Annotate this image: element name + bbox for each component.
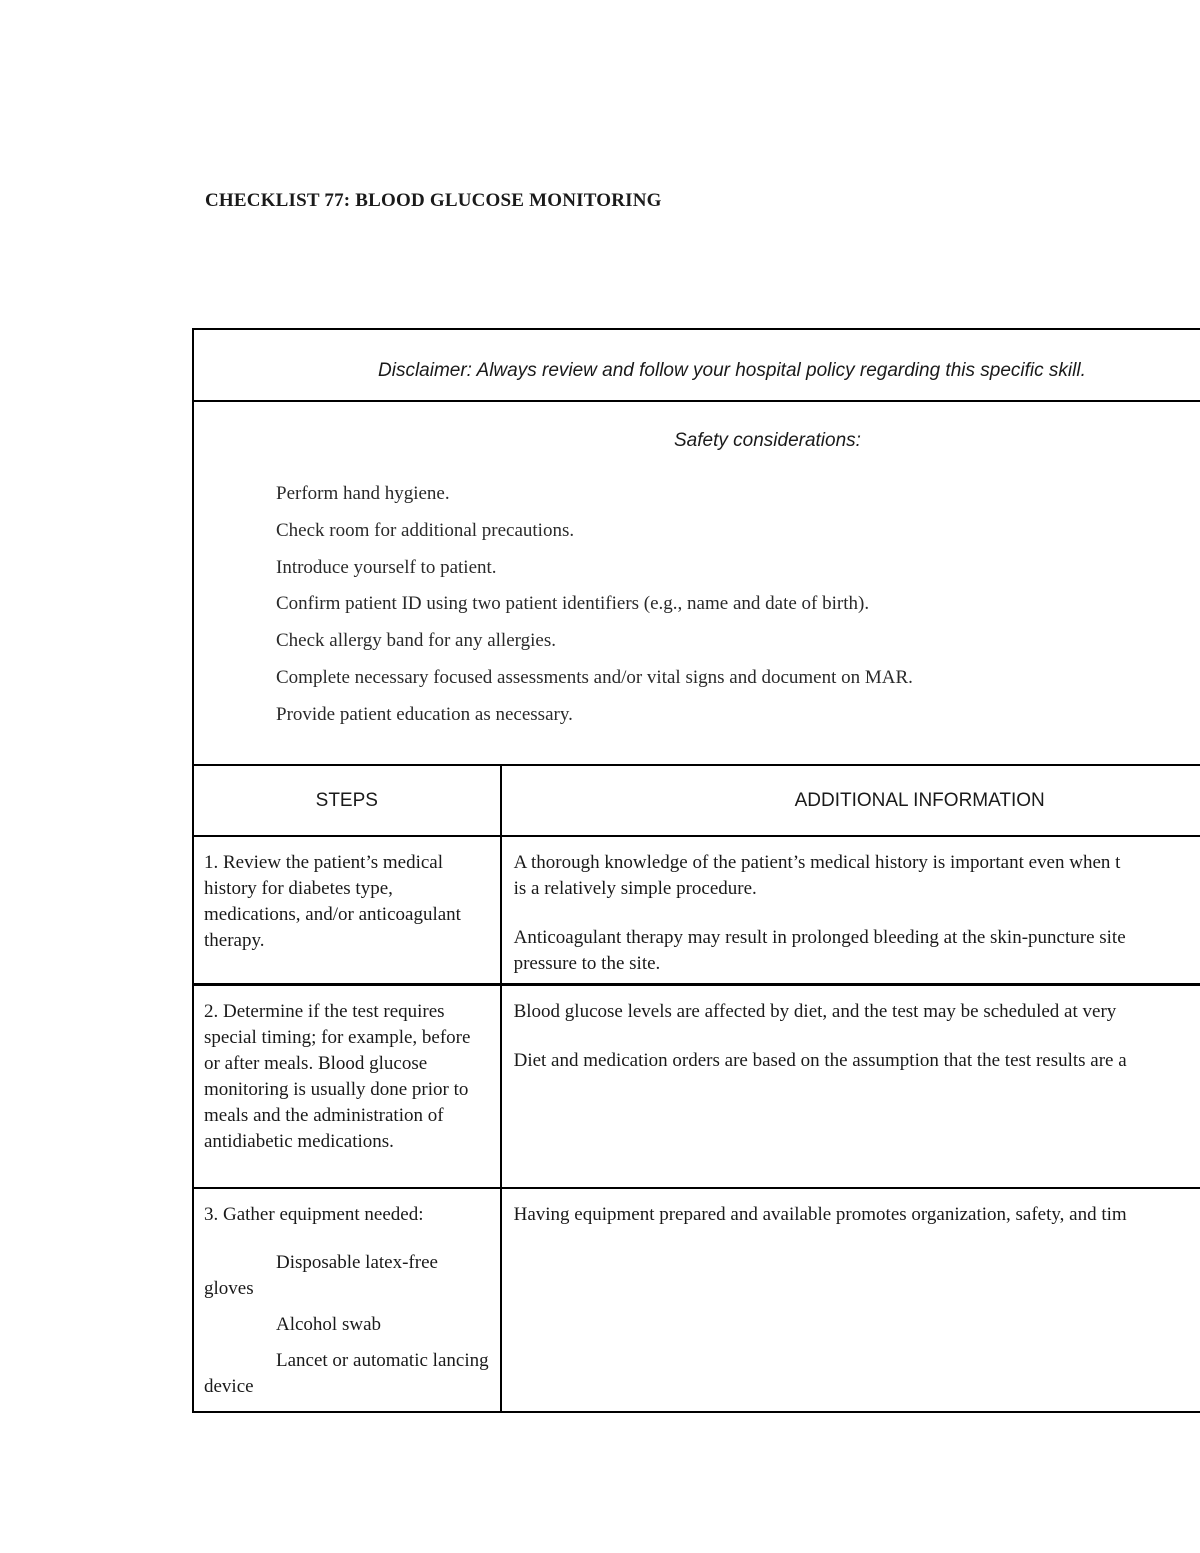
- safety-item: Check room for additional precautions.: [276, 519, 575, 541]
- step-cell: [194, 836, 501, 984]
- step-text: 1. Review the patient’s medical history for diabetes type, medications, and/or anticoagulant therapy.: [204, 852, 461, 951]
- equipment-item: Disposable latex-free gloves: [204, 1252, 438, 1299]
- table-row: [194, 836, 1200, 984]
- step-cell: [194, 1188, 501, 1412]
- equipment-list: [204, 1250, 490, 1400]
- table-row: [194, 1188, 1200, 1412]
- column-header-steps: STEPS: [194, 766, 501, 836]
- equipment-item: Alcohol swab: [276, 1314, 382, 1335]
- column-header-additional-info: ADDITIONAL INFORMATION: [501, 766, 1200, 836]
- checklist-table: [192, 328, 1200, 1413]
- safety-item: Confirm patient ID using two patient identifiers (e.g., name and date of birth).: [276, 593, 870, 615]
- info-text: Anticoagulant therapy may result in prolonged bleeding at the skin-puncture site: [513, 927, 1126, 948]
- info-cell: [501, 1188, 1200, 1412]
- step-text: 2. Determine if the test requires special timing; for example, before or after meals. Blood glucose monitoring is usually done prior to meals and the administration of antidiabetic medications.: [204, 1000, 471, 1152]
- disclaimer-text: Disclaimer: Always review and follow your hospital policy regarding this specific skill.: [378, 360, 1086, 381]
- info-text: pressure to the site.: [513, 953, 661, 974]
- info-text: Blood glucose levels are affected by diet, and the test may be scheduled at very: [513, 1000, 1117, 1022]
- info-text: A thorough knowledge of the patient’s medical history is important even when t: [513, 852, 1121, 873]
- safety-item: Introduce yourself to patient.: [276, 556, 497, 578]
- safety-item: Provide patient education as necessary.: [276, 703, 573, 725]
- safety-list: [276, 482, 913, 740]
- step-cell: [194, 984, 501, 1188]
- info-text: Diet and medication orders are based on the assumption that the test results are a: [513, 1049, 1127, 1071]
- safety-section: [194, 402, 1200, 766]
- table-header-row: [194, 766, 1200, 836]
- safety-item: Check allergy band for any allergies.: [276, 630, 556, 652]
- info-text: Having equipment prepared and available promotes organization, safety, and tim: [513, 1204, 1127, 1225]
- info-cell: [501, 836, 1200, 984]
- page-title: CHECKLIST 77: BLOOD GLUCOSE MONITORING: [205, 190, 662, 211]
- equipment-item: Lancet or automatic lancing device: [204, 1350, 489, 1397]
- info-cell: [501, 984, 1200, 1188]
- safety-heading: Safety considerations:: [674, 430, 861, 451]
- info-text: is a relatively simple procedure.: [513, 878, 757, 899]
- disclaimer-row: [194, 330, 1200, 402]
- table-row: [194, 984, 1200, 1188]
- safety-item: Perform hand hygiene.: [276, 483, 450, 504]
- step-text: 3. Gather equipment needed:: [204, 1204, 424, 1225]
- safety-item: Complete necessary focused assessments and/or vital signs and document on MAR.: [276, 666, 913, 688]
- steps-table: [194, 766, 1200, 1413]
